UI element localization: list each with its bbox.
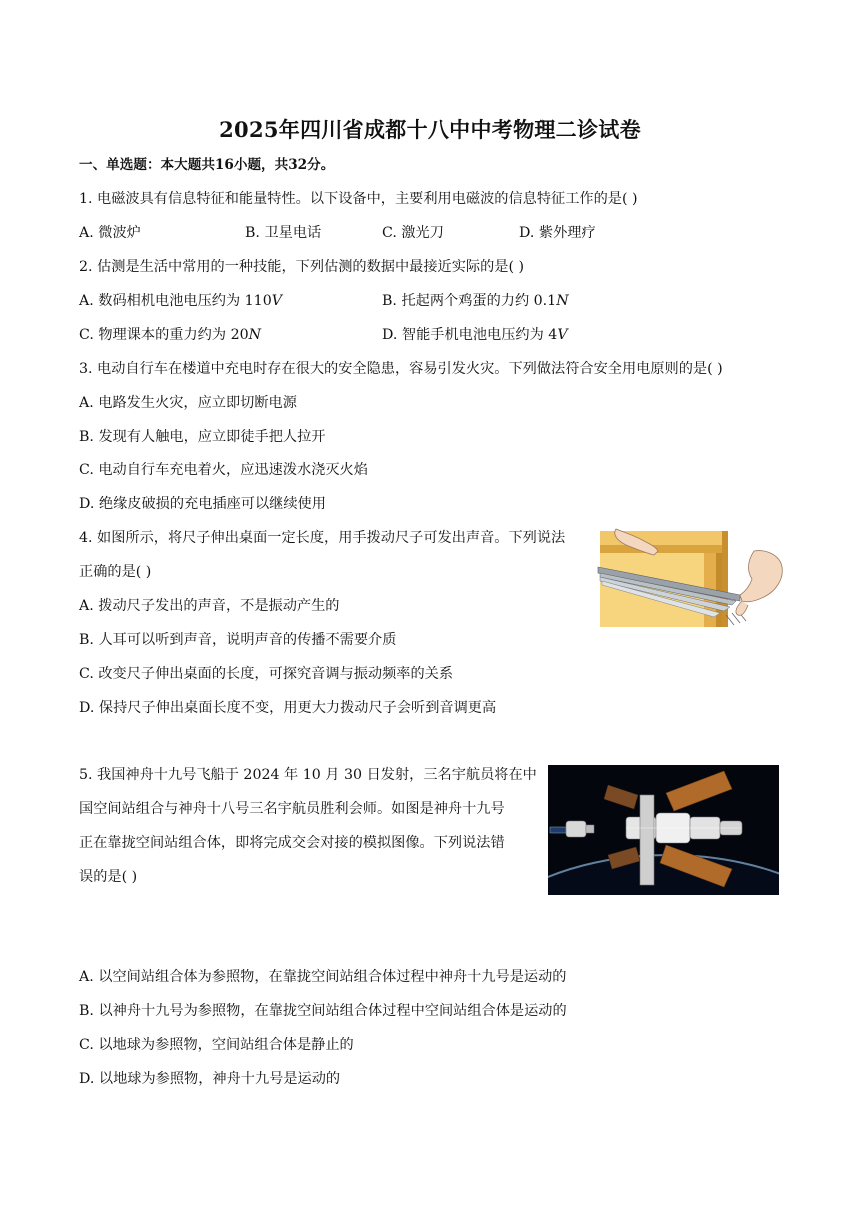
question-5-stem-line-2: 国空间站组合与神舟十八号三名宇航员胜利会师。如图是神舟十九号 xyxy=(79,801,505,817)
question-4-option-b: B. 人耳可以听到声音，说明声音的传播不需要介质 xyxy=(79,632,397,648)
question-4-stem-line-1: 4. 如图所示，将尺子伸出桌面一定长度，用手拨动尺子可发出声音。下列说法 xyxy=(79,530,566,546)
question-2-option-b: B. 托起两个鸡蛋的力约 0.1N xyxy=(382,293,569,309)
question-1-option-a: A. 微波炉 xyxy=(79,225,141,241)
space-station-docking-icon xyxy=(548,765,779,895)
question-5-option-a: A. 以空间站组合体为参照物，在靠拢空间站组合体过程中神舟十九号是运动的 xyxy=(79,969,567,985)
ruler-plucking-icon xyxy=(596,527,786,629)
question-2-option-d: D. 智能手机电池电压约为 4V xyxy=(382,327,568,343)
question-1-option-d: D. 紫外理疗 xyxy=(519,225,596,241)
question-5-option-d: D. 以地球为参照物，神舟十九号是运动的 xyxy=(79,1071,341,1087)
section-heading: 一、单选题：本大题共16小题，共32分。 xyxy=(79,157,335,173)
question-1-option-b: B. 卫星电话 xyxy=(245,225,322,241)
question-3-option-b: B. 发现有人触电，应立即徒手把人拉开 xyxy=(79,429,326,445)
question-4-option-a: A. 拨动尺子发出的声音，不是振动产生的 xyxy=(79,598,340,614)
question-5-option-b: B. 以神舟十九号为参照物，在靠拢空间站组合体过程中空间站组合体是运动的 xyxy=(79,1003,567,1019)
question-2-option-a: A. 数码相机电池电压约为 110V xyxy=(79,293,282,309)
question-3-stem: 3. 电动自行车在楼道中充电时存在很大的安全隐患，容易引发火灾。下列做法符合安全用电原则的是( ) xyxy=(79,361,723,377)
page-title: 2025年四川省成都十八中中考物理二诊试卷 xyxy=(219,117,641,142)
question-4-stem-line-2: 正确的是( ) xyxy=(79,564,152,580)
question-4-option-c: C. 改变尺子伸出桌面的长度，可探究音调与振动频率的关系 xyxy=(79,666,454,682)
question-3-option-a: A. 电路发生火灾，应立即切断电源 xyxy=(79,395,297,411)
question-3-option-d: D. 绝缘皮破损的充电插座可以继续使用 xyxy=(79,496,326,512)
question-3-option-c: C. 电动自行车充电着火，应迅速泼水浇灭火焰 xyxy=(79,462,368,478)
question-5-stem-line-4: 误的是( ) xyxy=(79,869,138,885)
question-5-stem-line-3: 正在靠拢空间站组合体，即将完成交会对接的模拟图像。下列说法错 xyxy=(79,835,505,851)
question-4-option-d: D. 保持尺子伸出桌面长度不变，用更大力拨动尺子会听到音调更高 xyxy=(79,700,497,716)
question-2-option-c: C. 物理课本的重力约为 20N xyxy=(79,327,262,343)
question-1-stem: 1. 电磁波具有信息特征和能量特性。以下设备中，主要利用电磁波的信息特征工作的是( ) xyxy=(79,191,638,207)
question-1-option-c: C. 激光刀 xyxy=(382,225,444,241)
question-2-stem: 2. 估测是生活中常用的一种技能，下列估测的数据中最接近实际的是( ) xyxy=(79,259,525,275)
question-5-option-c: C. 以地球为参照物，空间站组合体是静止的 xyxy=(79,1037,354,1053)
question-5-stem-line-1: 5. 我国神舟十九号飞船于 2024 年 10 月 30 日发射，三名宇航员将在中 xyxy=(79,767,537,783)
